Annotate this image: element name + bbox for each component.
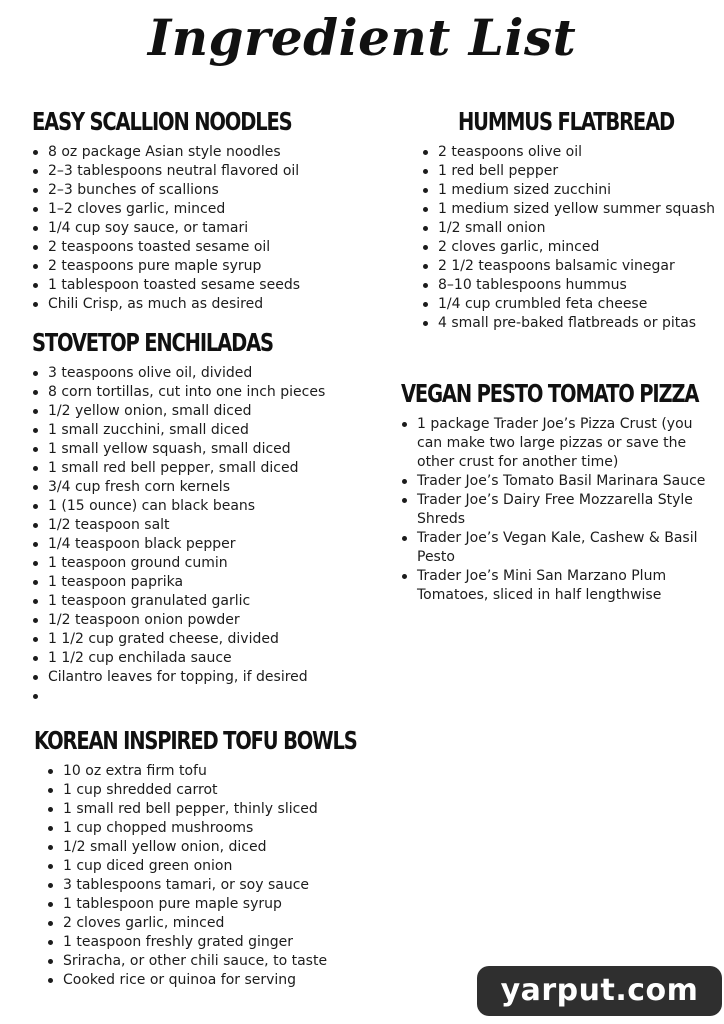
- ingredient-item: 1 teaspoon paprika: [32, 573, 362, 592]
- ingredient-list: [47, 762, 364, 990]
- ingredient-item: Trader Joe’s Vegan Kale, Cashew & Basil Pesto: [401, 529, 719, 567]
- ingredient-item: 2 cloves garlic, minced: [422, 238, 722, 257]
- ingredient-item: 1/4 cup soy sauce, or tamari: [32, 219, 362, 238]
- ingredient-item: 8–10 tablespoons hummus: [422, 276, 722, 295]
- recipe-section-hummus-flatbread: [422, 107, 722, 333]
- ingredient-item: Chili Crisp, as much as desired: [32, 295, 362, 314]
- section-heading: HUMMUS FLATBREAD: [458, 107, 675, 136]
- ingredient-item: 1 teaspoon granulated garlic: [32, 592, 362, 611]
- ingredient-item: 3 teaspoons olive oil, divided: [32, 364, 362, 383]
- ingredient-item: Cilantro leaves for topping, if desired: [32, 668, 362, 687]
- ingredient-item: 1/4 cup crumbled feta cheese: [422, 295, 722, 314]
- ingredient-list: [32, 364, 362, 687]
- ingredient-item: 1/2 small yellow onion, diced: [47, 838, 364, 857]
- ingredient-item: 1 medium sized zucchini: [422, 181, 722, 200]
- section-heading: VEGAN PESTO TOMATO PIZZA: [401, 379, 699, 408]
- ingredient-item: 1 teaspoon ground cumin: [32, 554, 362, 573]
- ingredient-item: Sriracha, or other chili sauce, to taste: [47, 952, 364, 971]
- ingredient-item: 8 corn tortillas, cut into one inch pieces: [32, 383, 362, 402]
- ingredient-item: 1/2 teaspoon onion powder: [32, 611, 362, 630]
- ingredient-item: 2 teaspoons toasted sesame oil: [32, 238, 362, 257]
- ingredient-item: 1 small yellow squash, small diced: [32, 440, 362, 459]
- ingredient-item: 1/2 small onion: [422, 219, 722, 238]
- ingredient-item: 1/4 teaspoon black pepper: [32, 535, 362, 554]
- ingredient-item: 1 cup shredded carrot: [47, 781, 364, 800]
- ingredient-item: 2–3 bunches of scallions: [32, 181, 362, 200]
- ingredient-item: 1/2 yellow onion, small diced: [32, 402, 362, 421]
- ingredient-item: 1 small zucchini, small diced: [32, 421, 362, 440]
- ingredient-item: 4 small pre-baked flatbreads or pitas: [422, 314, 722, 333]
- ingredient-list: [401, 415, 721, 605]
- ingredient-item: 1 red bell pepper: [422, 162, 722, 181]
- ingredient-item: 1–2 cloves garlic, minced: [32, 200, 362, 219]
- page-title: Ingredient List: [147, 8, 577, 67]
- ingredient-item: 1 tablespoon toasted sesame seeds: [32, 276, 362, 295]
- ingredient-item: Cooked rice or quinoa for serving: [47, 971, 364, 990]
- ingredient-item: 1 cup chopped mushrooms: [47, 819, 364, 838]
- ingredient-item: 1 1/2 cup grated cheese, divided: [32, 630, 362, 649]
- section-heading: EASY SCALLION NOODLES: [32, 107, 292, 136]
- ingredient-item: Trader Joe’s Dairy Free Mozzarella Style Shreds: [401, 491, 719, 529]
- recipe-section-vegan-pesto-pizza: [401, 379, 721, 605]
- ingredient-item: 1 (15 ounce) can black beans: [32, 497, 362, 516]
- ingredient-item: 3 tablespoons tamari, or soy sauce: [47, 876, 364, 895]
- ingredient-item: 2 cloves garlic, minced: [47, 914, 364, 933]
- recipe-section-scallion-noodles: [32, 107, 362, 314]
- ingredient-item: Trader Joe’s Mini San Marzano Plum Tomatoes, sliced in half lengthwise: [401, 567, 719, 605]
- ingredient-item: 1 medium sized yellow summer squash: [422, 200, 722, 219]
- ingredient-item: 8 oz package Asian style noodles: [32, 143, 362, 162]
- ingredient-list: [32, 143, 362, 314]
- ingredient-item: 1 package Trader Joe’s Pizza Crust (you can make two large pizzas or save the other crust for another time): [401, 415, 719, 472]
- ingredient-item: 1 small red bell pepper, small diced: [32, 459, 362, 478]
- recipe-section-korean-tofu-bowls: [34, 726, 364, 990]
- ingredient-item: 10 oz extra firm tofu: [47, 762, 364, 781]
- ingredient-item: 2–3 tablespoons neutral flavored oil: [32, 162, 362, 181]
- ingredient-item: 1/2 teaspoon salt: [32, 516, 362, 535]
- ingredient-item: 3/4 cup fresh corn kernels: [32, 478, 362, 497]
- recipe-section-stovetop-enchiladas: [32, 328, 362, 687]
- ingredient-item: 1 small red bell pepper, thinly sliced: [47, 800, 364, 819]
- ingredient-item: 2 1/2 teaspoons balsamic vinegar: [422, 257, 722, 276]
- ingredient-item: Trader Joe’s Tomato Basil Marinara Sauce: [401, 472, 719, 491]
- ingredient-item: 1 tablespoon pure maple syrup: [47, 895, 364, 914]
- ingredient-item: 1 teaspoon freshly grated ginger: [47, 933, 364, 952]
- ingredient-item: 2 teaspoons pure maple syrup: [32, 257, 362, 276]
- ingredient-list: [422, 143, 722, 333]
- section-heading: KOREAN INSPIRED TOFU BOWLS: [34, 726, 357, 755]
- section-heading: STOVETOP ENCHILADAS: [32, 328, 273, 357]
- ingredient-item: 1 cup diced green onion: [47, 857, 364, 876]
- ingredient-item: 1 1/2 cup enchilada sauce: [32, 649, 362, 668]
- ingredient-item: 2 teaspoons olive oil: [422, 143, 722, 162]
- watermark-logo: yarput.com: [477, 966, 722, 1016]
